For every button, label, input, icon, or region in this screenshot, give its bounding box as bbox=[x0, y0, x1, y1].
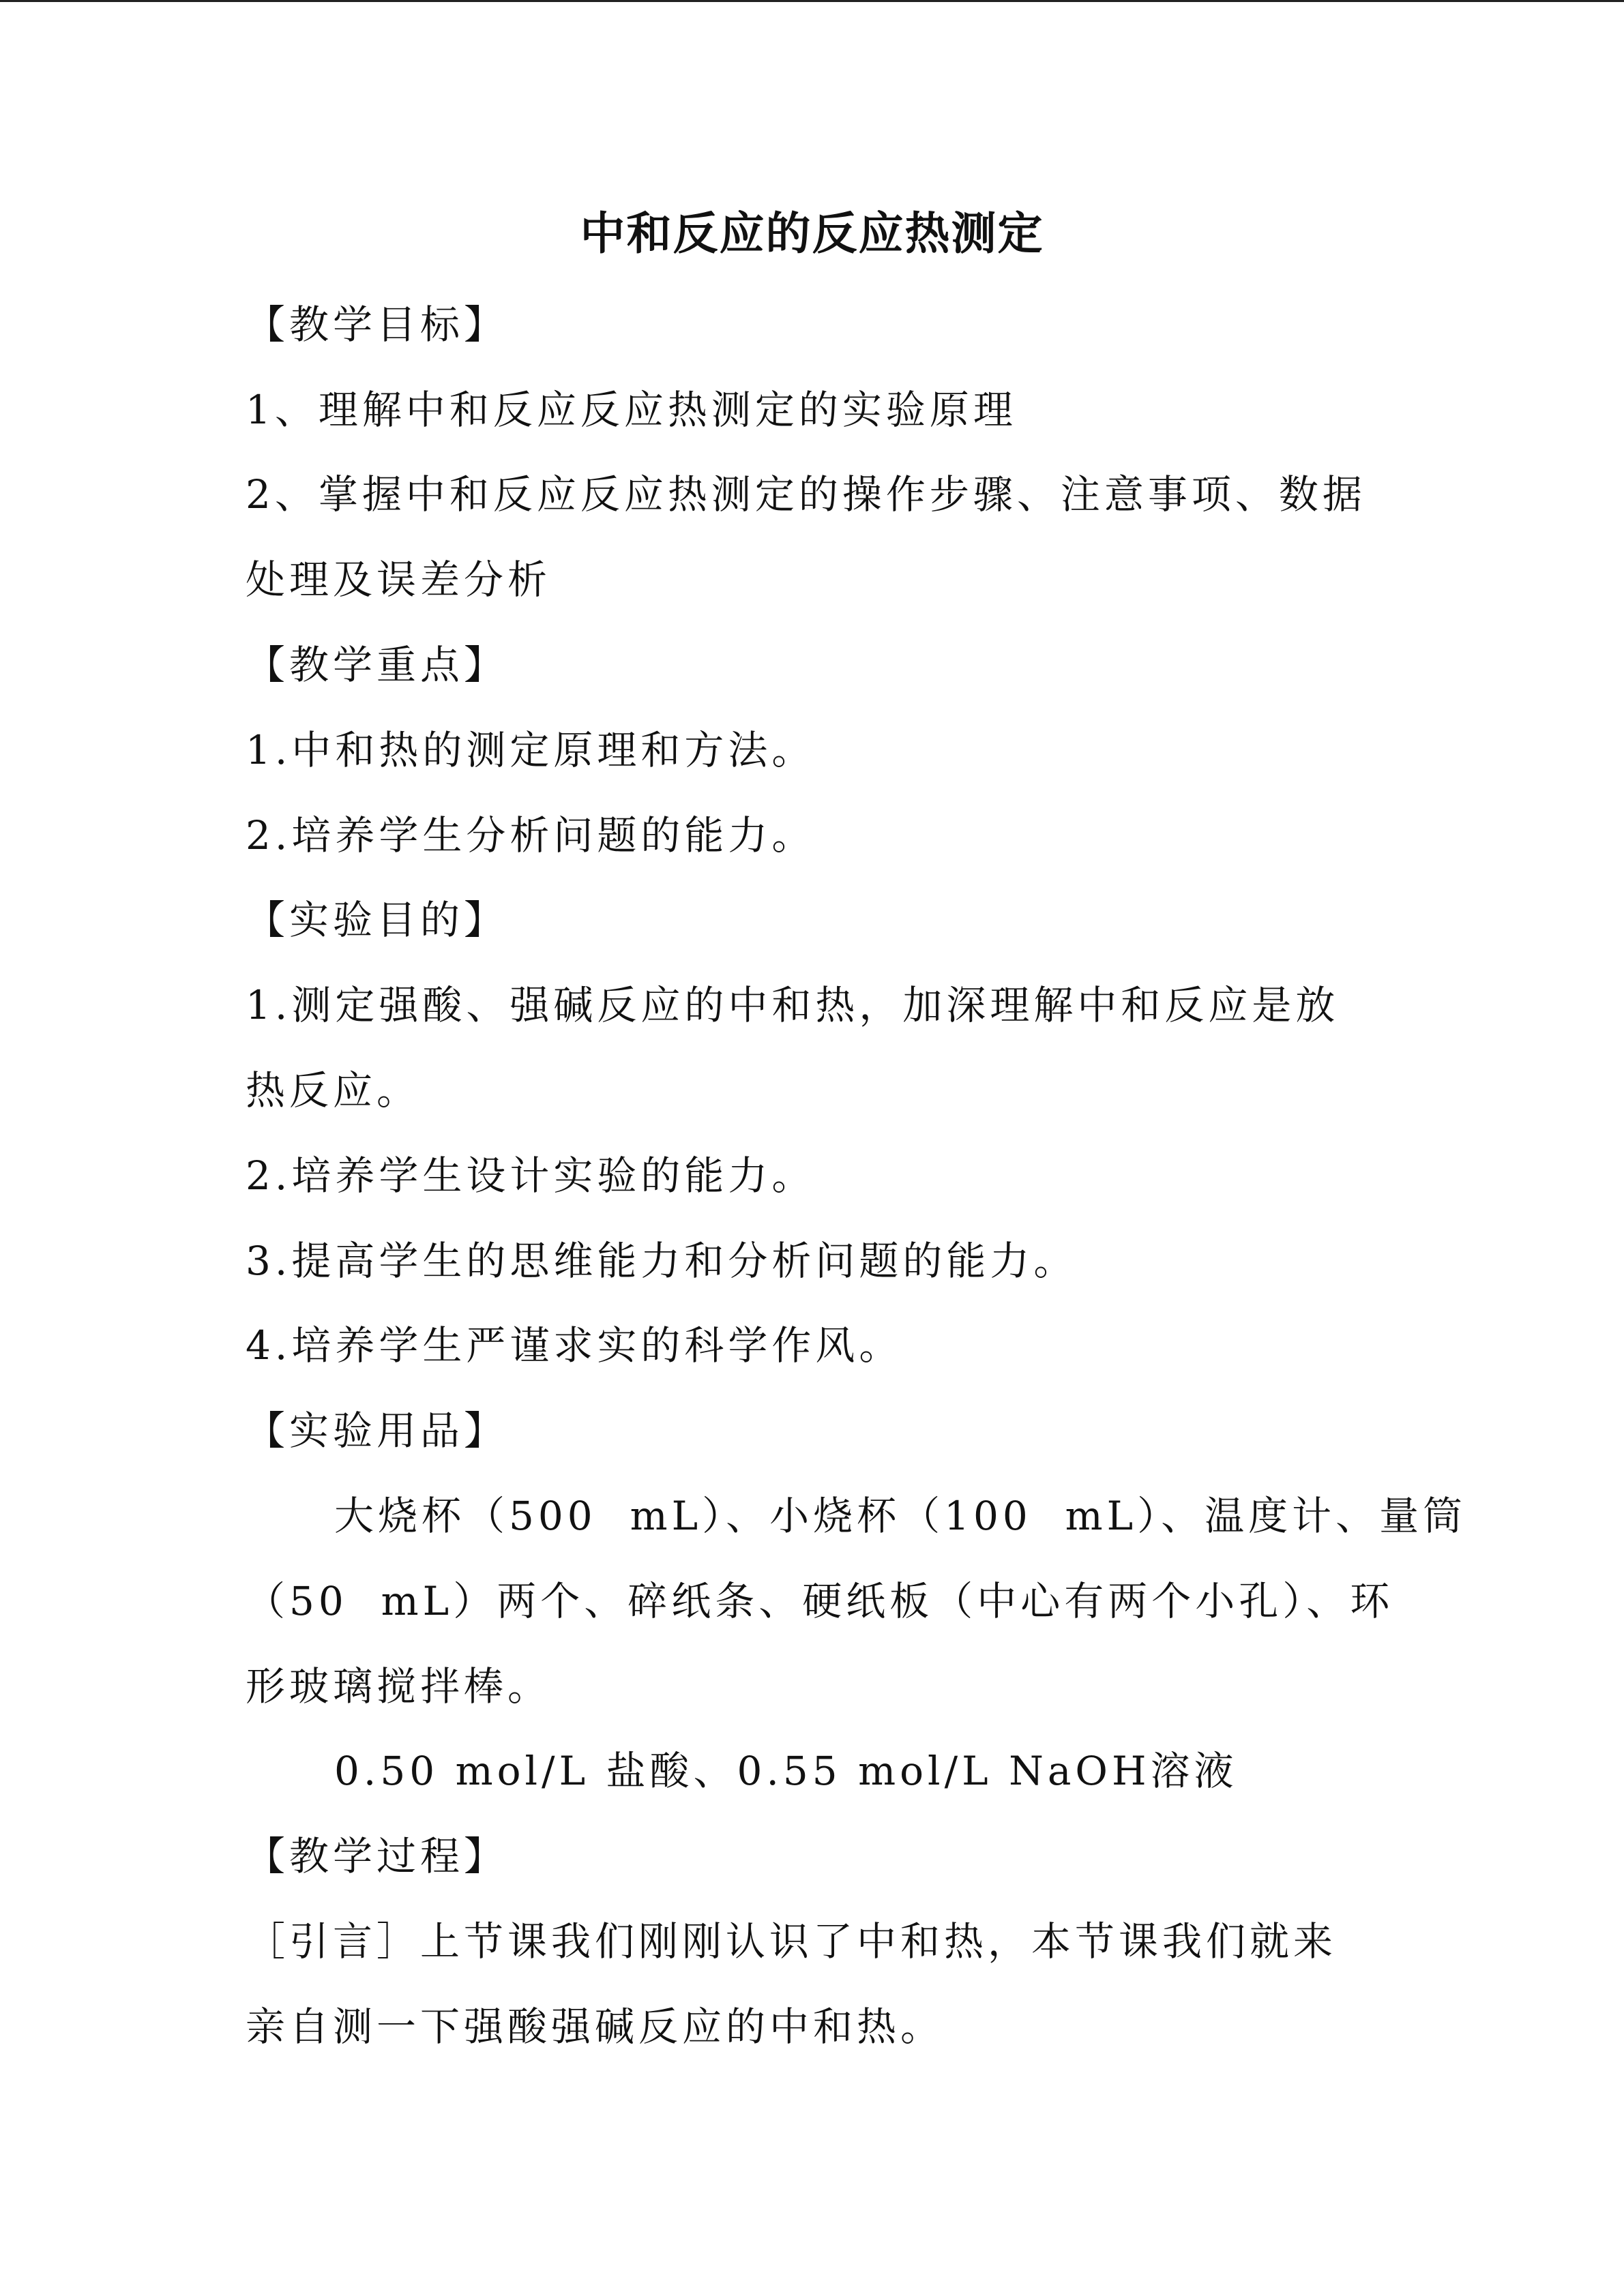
focus-item-2: 2.培养学生分析问题的能力。 bbox=[246, 812, 816, 859]
section-heading-experiment-purpose: 【实验目的】 bbox=[246, 897, 508, 943]
page-top-border bbox=[0, 0, 1624, 2]
section-heading-teaching-focus: 【教学重点】 bbox=[246, 642, 508, 688]
section-heading-experiment-materials: 【实验用品】 bbox=[246, 1407, 508, 1454]
purpose-item-2: 2.培养学生设计实验的能力。 bbox=[246, 1152, 816, 1199]
goal-item-2: 2、掌握中和反应反应热测定的操作步骤、注意事项、数据 bbox=[246, 471, 1366, 518]
materials-paragraph-line-2: （50 mL）两个、碎纸条、硬纸板（中心有两个小孔）、环 bbox=[246, 1578, 1394, 1624]
materials-paragraph-line-3: 形玻璃搅拌棒。 bbox=[246, 1663, 552, 1710]
introduction-line-2: 亲自测一下强酸强碱反应的中和热。 bbox=[246, 2003, 945, 2050]
section-heading-teaching-process: 【教学过程】 bbox=[246, 1833, 508, 1879]
goal-item-1: 1、理解中和反应反应热测定的实验原理 bbox=[246, 387, 1017, 433]
materials-paragraph-line-1: 大烧杯（500 mL）、小烧杯（100 mL）、温度计、量筒 bbox=[334, 1493, 1467, 1539]
purpose-item-1: 1.测定强酸、强碱反应的中和热，加深理解中和反应是放 bbox=[246, 982, 1340, 1028]
goal-item-2-continued: 处理及误差分析 bbox=[246, 556, 552, 603]
section-heading-teaching-goals: 【教学目标】 bbox=[246, 301, 508, 348]
purpose-item-1-continued: 热反应。 bbox=[246, 1067, 421, 1114]
reagents-line: 0.50 mol/L 盐酸、0.55 mol/L NaOH溶液 bbox=[334, 1748, 1238, 1794]
purpose-item-4: 4.培养学生严谨求实的科学作风。 bbox=[246, 1322, 903, 1369]
focus-item-1: 1.中和热的测定原理和方法。 bbox=[246, 727, 816, 773]
introduction-line-1: ［引言］上节课我们刚刚认识了中和热，本节课我们就来 bbox=[246, 1918, 1338, 1965]
document-title: 中和反应的反应热测定 bbox=[580, 207, 1044, 260]
purpose-item-3: 3.提高学生的思维能力和分析问题的能力。 bbox=[246, 1238, 1078, 1284]
